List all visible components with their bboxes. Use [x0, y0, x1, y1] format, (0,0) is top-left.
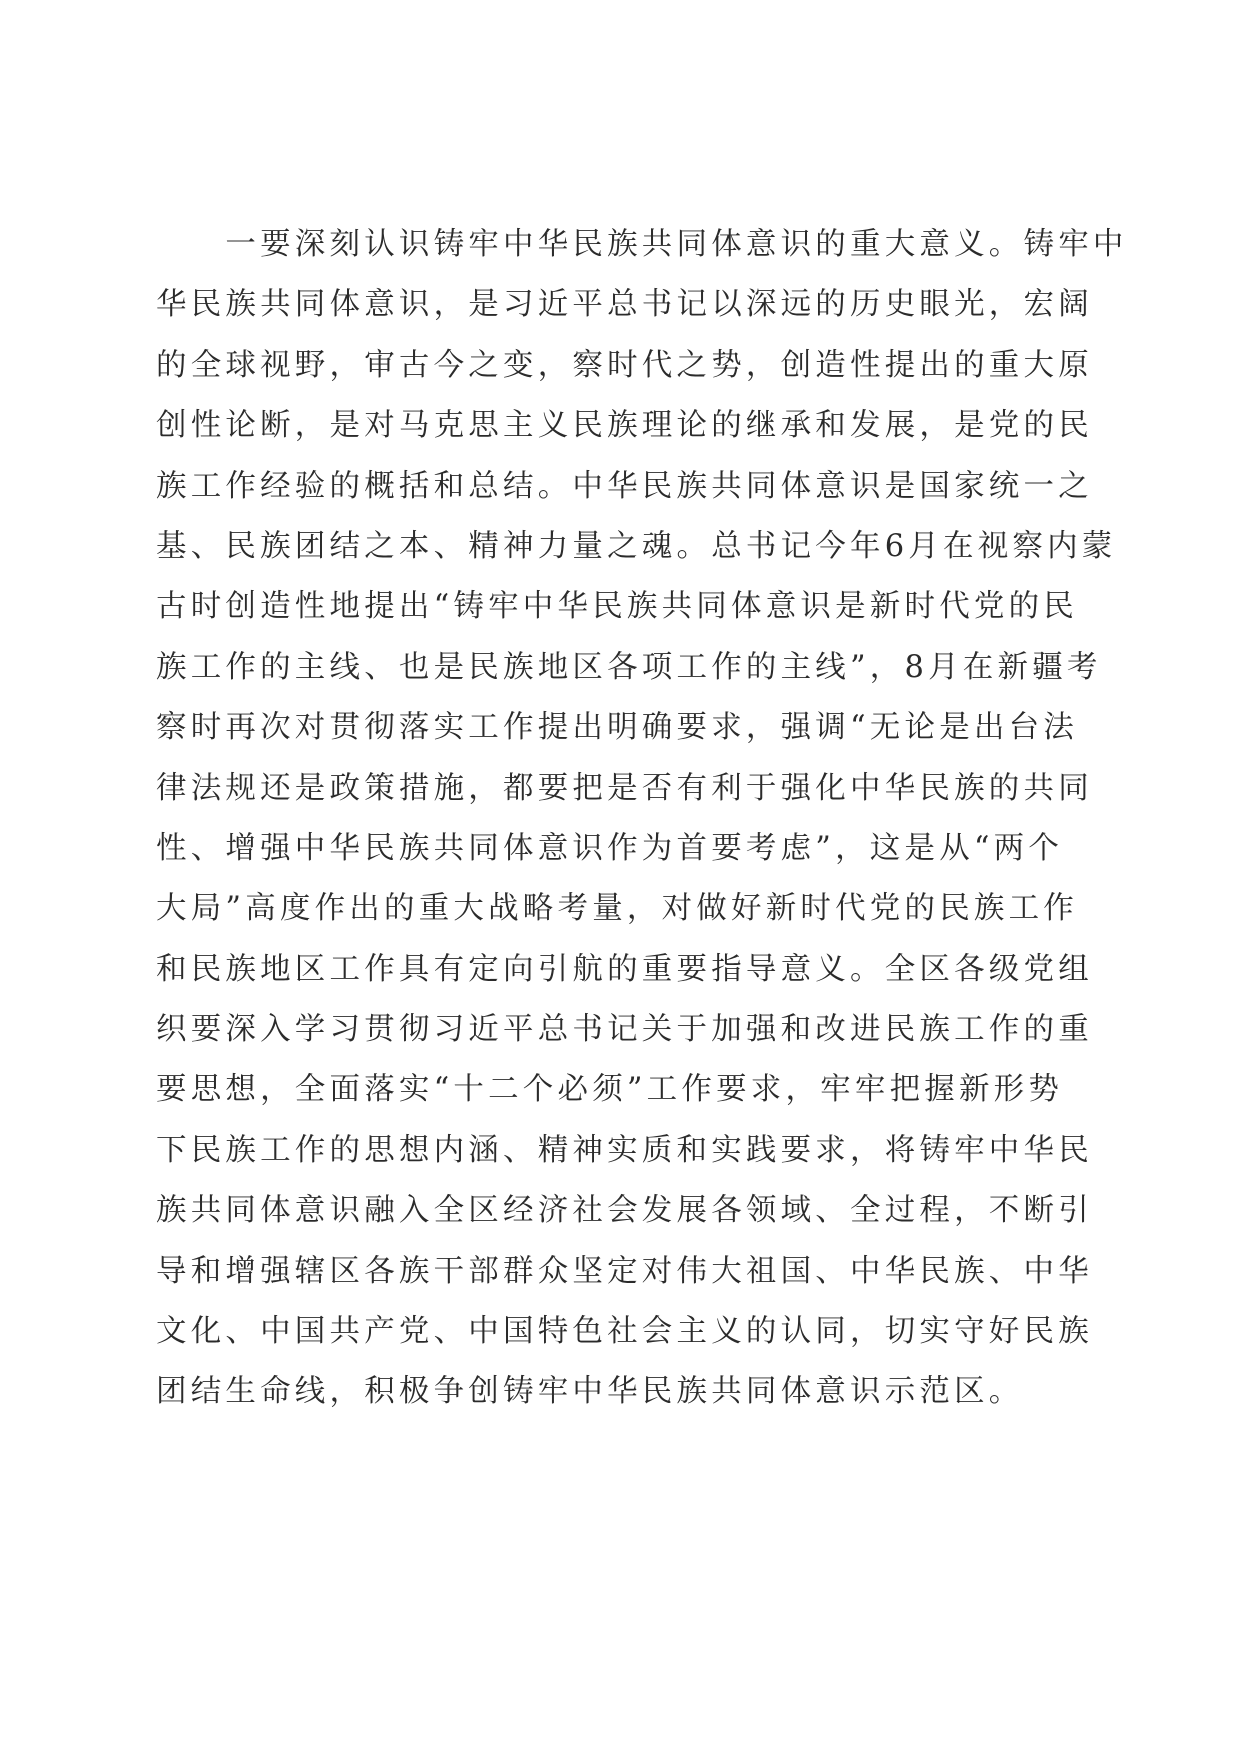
paragraph-line: 团结生命线，积极争创铸牢中华民族共同体意识示范区。: [156, 1374, 1024, 1410]
paragraph-line: 导和增强辖区各族干部群众坚定对伟大祖国、中华民族、中华: [156, 1253, 1093, 1289]
paragraph-line: 律法规还是政策措施，都要把是否有利于强化中华民族的共同: [156, 770, 1093, 806]
paragraph-line: 大局”高度作出的重大战略考量，对做好新时代党的民族工作: [156, 891, 1078, 927]
paragraph-line: 下民族工作的思想内涵、精神实质和实践要求，将铸牢中华民: [156, 1132, 1093, 1168]
paragraph-line: 创性论断，是对马克思主义民族理论的继承和发展，是党的民: [156, 408, 1093, 444]
paragraph-line: 族共同体意识融入全区经济社会发展各领域、全过程，不断引: [156, 1193, 1093, 1229]
paragraph-line: 察时再次对贯彻落实工作提出明确要求，强调“无论是出台法: [156, 710, 1078, 746]
paragraph-line: 古时创造性地提出“铸牢中华民族共同体意识是新时代党的民: [156, 589, 1078, 625]
paragraph-line: 一要深刻认识铸牢中华民族共同体意识的重大意义。铸牢中: [156, 227, 1128, 262]
body-paragraph: [156, 215, 1128, 1423]
paragraph-line: 织要深入学习贯彻习近平总书记关于加强和改进民族工作的重: [156, 1012, 1093, 1048]
paragraph-line: 文化、中国共产党、中国特色社会主义的认同，切实守好民族: [156, 1314, 1093, 1350]
paragraph-line: 族工作经验的概括和总结。中华民族共同体意识是国家统一之: [156, 468, 1093, 504]
paragraph-line: 和民族地区工作具有定向引航的重要指导意义。全区各级党组: [156, 951, 1093, 987]
paragraph-line: 华民族共同体意识，是习近平总书记以深远的历史眼光，宏阔: [156, 287, 1093, 323]
paragraph-line: 要思想，全面落实“十二个必须”工作要求，牢牢把握新形势: [156, 1072, 1064, 1108]
paragraph-line: 性、增强中华民族共同体意识作为首要考虑”，这是从“两个: [156, 830, 1064, 866]
paragraph-line: 基、民族团结之本、精神力量之魂。总书记今年6月在视察内蒙: [156, 528, 1117, 564]
paragraph-line: 族工作的主线、也是民族地区各项工作的主线”，8月在新疆考: [156, 649, 1102, 685]
paragraph-line: 的全球视野，审古今之变，察时代之势，创造性提出的重大原: [156, 347, 1093, 383]
